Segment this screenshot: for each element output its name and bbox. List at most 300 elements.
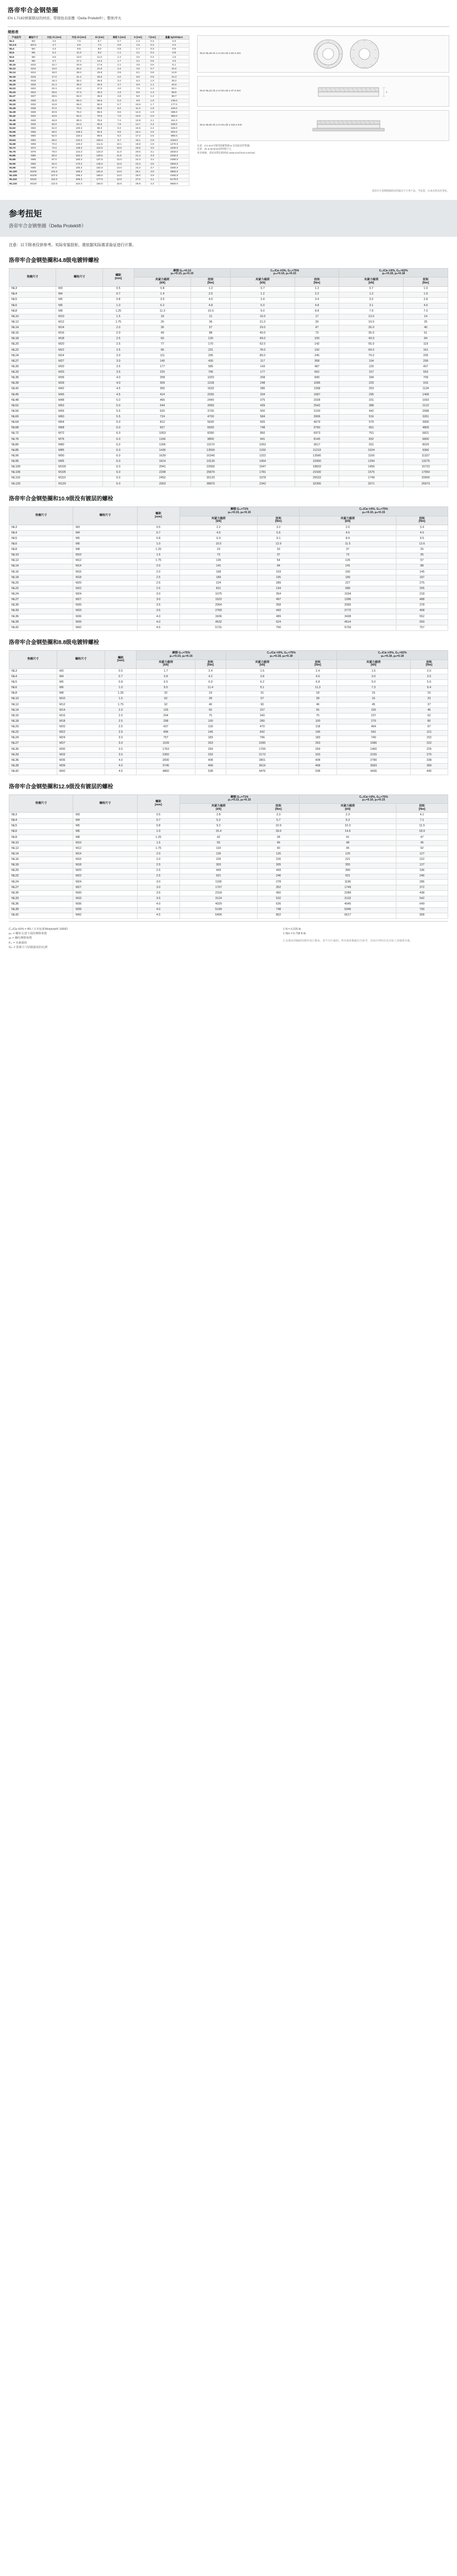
spec-col-3: 外径 d2 [mm] — [67, 35, 91, 39]
torque-cell: 3.2 — [339, 297, 404, 303]
torque-cell: 0.7 — [137, 531, 179, 536]
torque-cell: M8 — [73, 835, 137, 840]
table-row — [8, 115, 189, 118]
torque-cell: NL6 — [9, 542, 73, 547]
torque-cell: M36 — [56, 375, 103, 381]
spec-cell: 28.2 — [159, 79, 189, 83]
torque-cell: 73 — [300, 553, 396, 558]
torque-cell: 4.6 — [191, 297, 231, 303]
torque-cell: 3.5 — [103, 364, 134, 370]
torque-cell: 15 — [410, 691, 448, 696]
table-row — [8, 83, 189, 87]
torque-cell: 8.9 — [300, 536, 396, 542]
torque-cell: 2.5 — [103, 342, 134, 347]
torque-cell: M6 — [56, 303, 103, 308]
spec-cell: 37.6 — [42, 107, 67, 111]
torque-cell: 688 — [300, 586, 396, 592]
spec-cell: 10.7 — [42, 63, 67, 67]
torque-cell: 26.0 — [339, 325, 404, 331]
torque-cell: NL36 — [9, 375, 56, 381]
torque-cell: M10 — [73, 841, 137, 846]
torque-cell: 6.0 — [103, 431, 134, 437]
torque-cell: 407 — [404, 364, 448, 370]
torque-cell: 32 — [137, 691, 195, 696]
torque-cell: 921 — [300, 874, 396, 879]
torque-sub-s1: 夹紧力载荷 [kN] — [179, 804, 258, 813]
spec-cell: 206.3 — [67, 178, 91, 182]
table-row — [9, 674, 448, 680]
torque-cell: M14 — [73, 564, 137, 569]
spec-cell: 3.7 — [145, 166, 159, 170]
torque-cell: 333 — [195, 753, 226, 758]
washer-pair-icon — [307, 38, 390, 70]
torque-cell: 157 — [226, 708, 299, 714]
table-row — [8, 95, 189, 99]
torque-cell: 2.8 — [404, 297, 448, 303]
spec-cell: M10 — [25, 63, 42, 67]
torque-cell: M5 — [73, 824, 137, 829]
table-row — [9, 443, 448, 448]
torque-cell: 299 — [404, 359, 448, 364]
spec-cell: 0.9 — [159, 51, 189, 55]
torque-cell: 189 — [179, 575, 258, 581]
torque-cell: M27 — [56, 359, 103, 364]
document-footer — [0, 922, 457, 958]
spec-cell: 18.8 — [130, 143, 145, 146]
spec-cell: 122.3 — [67, 138, 91, 142]
spec-cell: 3.9 — [130, 63, 145, 67]
spec-cell: 82.0 — [42, 154, 67, 158]
table-row — [8, 87, 189, 91]
torque-cell: 49 — [134, 331, 191, 336]
torque-header-row-1 — [9, 507, 448, 516]
torque-cell: 222 — [396, 857, 448, 863]
torque-cell: M24 — [73, 879, 137, 885]
torque-cell: 79.0 — [339, 353, 404, 359]
torque-cell: 3.8 — [226, 674, 299, 680]
table-row — [9, 896, 448, 902]
torque-cell: 3.0 — [103, 353, 134, 359]
torque-cell: NL16 — [9, 331, 56, 336]
torque-sub-s2: 扭矩 [Nm] — [195, 660, 226, 668]
spec-cell: 17.2 — [130, 134, 145, 138]
torque-cell: 584 — [230, 415, 295, 420]
torque-cell: 4.0 — [137, 620, 179, 625]
table-row — [9, 625, 448, 631]
torque-cell: 4.5 — [137, 625, 179, 631]
torque-cell: 3.5 — [103, 370, 134, 375]
torque-cell: 45 — [337, 702, 410, 707]
table-row — [8, 47, 189, 51]
torque-table — [9, 794, 448, 919]
torque-cell: 1639 — [134, 454, 191, 459]
torque-cell: NL105 — [9, 470, 56, 476]
torque-cell: 15.4 — [179, 829, 258, 835]
spec-cell: 22.3 — [130, 158, 145, 162]
spec-cell: M18 — [25, 79, 42, 83]
table-row — [9, 758, 448, 764]
torque-cell: 25033 — [295, 476, 339, 481]
torque-cell: NL24 — [9, 353, 56, 359]
torque-cell: 1.75 — [103, 320, 134, 325]
torque-cell: 6.8 — [299, 680, 337, 685]
torque-cell: 142 — [295, 342, 339, 347]
table-row — [9, 347, 448, 353]
torque-cell: 487 — [295, 364, 339, 370]
torque-cell: 13580 — [295, 454, 339, 459]
torque-cell: 5.2 — [179, 818, 258, 824]
torque-cell: 177 — [134, 364, 191, 370]
torque-cell: 5630 — [191, 420, 231, 426]
spec-col-0: 产品型号 — [8, 35, 25, 39]
torque-cell: 47 — [396, 835, 448, 840]
spec-cell: 3.2 — [108, 75, 130, 79]
spec-cell: 0.3 — [145, 40, 159, 43]
spec-cell: M20 — [25, 83, 42, 87]
spec-cell: NL14 — [8, 71, 25, 75]
torque-cell: 11.3 — [134, 309, 191, 314]
torque-cell: 1408 — [404, 392, 448, 397]
spec-cell: 6.6 — [108, 111, 130, 115]
torque-cell: M4 — [57, 674, 105, 680]
spec-cell: 19.4 — [42, 79, 67, 83]
torque-cell: 659 — [396, 620, 448, 625]
torque-cell: 1.5 — [103, 314, 134, 320]
table-row — [9, 907, 448, 913]
torque-cell: 246 — [258, 874, 300, 879]
torque-cell: NL27 — [9, 359, 56, 364]
torque-cell: 18.9 — [396, 829, 448, 835]
torque-cell: M45 — [56, 392, 103, 397]
spec-cell: 14.0 — [108, 174, 130, 178]
torque-cell: 1.25 — [137, 835, 179, 840]
spec-cell: 4.3 — [108, 91, 130, 95]
table-row — [9, 415, 448, 420]
torque-sub-s4: 扭矩 [Nm] — [396, 516, 448, 525]
torque-cell: 36 — [134, 325, 191, 331]
torque-cell: 748 — [258, 907, 300, 913]
spec-cell: 9.9 — [130, 99, 145, 102]
spec-cell: 3.4 — [42, 40, 67, 43]
torque-cell: M3 — [73, 525, 137, 530]
torque-cell: 85 — [410, 719, 448, 725]
spec-cell: 1.3 — [130, 40, 145, 43]
torque-cell: 500 — [230, 409, 295, 415]
torque-cell: M36 — [73, 614, 137, 619]
spec-cell: 88.3 — [67, 118, 91, 122]
spec-cell: 74.0 — [42, 146, 67, 150]
torque-cell: 6.0 — [103, 470, 134, 476]
torque-header-row-1 — [9, 651, 448, 660]
torque-cell: 430 — [191, 359, 231, 364]
torque-cell: 269 — [299, 747, 337, 752]
torque-cell: 57 — [191, 325, 231, 331]
torque-cell: 153 — [258, 569, 300, 575]
torque-cell: 0.5 — [105, 669, 136, 674]
spec-cell: 17.1 — [67, 59, 91, 63]
torque-cell: NL6 — [9, 685, 57, 691]
spec-cell: M14 — [25, 71, 42, 75]
torque-cell: 9617 — [295, 443, 339, 448]
spec-cell: NL76 — [8, 150, 25, 154]
spec-cell: 226.0 — [159, 107, 189, 111]
table-row — [9, 714, 448, 719]
torque-cell: 143 — [230, 364, 295, 370]
torque-cell: 57 — [226, 696, 299, 702]
spec-cell: 5.7 — [108, 103, 130, 107]
spec-cell: 34.8 — [42, 103, 67, 107]
spec-cell: 1.0 — [145, 79, 159, 83]
torque-cell: 1.2 — [295, 286, 339, 292]
spec-cell: 4.3 — [145, 182, 159, 186]
torque-cell: 8.8 — [295, 309, 339, 314]
figure2-caption: NL3–NL24 d1 ≥ 3 mm d2 ≤ 47.3 mm — [200, 89, 241, 92]
torque-col-c1: 垫圈尺寸 — [9, 651, 57, 669]
torque-cell: M4 — [73, 531, 137, 536]
torque-cell: NL5 — [9, 680, 57, 685]
torque-cell: 542 — [396, 896, 448, 902]
torque-cell: M20 — [73, 581, 137, 586]
torque-cell: M36 — [57, 758, 105, 764]
torque-cell: 4.1 — [396, 813, 448, 818]
torque-cell: NL14 — [9, 564, 73, 569]
table-row — [9, 813, 448, 818]
torque-cell: M68 — [56, 426, 103, 431]
torque-cell: NL24 — [9, 592, 73, 597]
torque-cell: NL20 — [9, 342, 56, 347]
spec-cell: M110 — [25, 178, 42, 182]
torque-cell: 38870 — [191, 481, 231, 487]
torque-cell: 2.5 — [105, 730, 136, 736]
torque-cell: 746 — [226, 736, 299, 741]
figure-note-1: 注意：d-3 mm可使用锁紧垫圈 & 及双面齿形垫圈。 — [197, 144, 252, 147]
torque-cell: M8 — [56, 309, 103, 314]
torque-cell: NL39 — [9, 764, 57, 769]
spec-cell: 12.5 — [108, 162, 130, 166]
spec-cell: 98.7 — [159, 95, 189, 99]
torque-cell: 11.5 — [396, 824, 448, 829]
spec-cell: 1840.0 — [159, 150, 189, 154]
torque-cell: 126 — [258, 852, 300, 857]
torque-cell: NL100 — [9, 465, 56, 470]
spec-cell: 3.0 — [145, 146, 159, 150]
torque-cell: 1.5 — [137, 841, 179, 846]
torque-cell: 921 — [179, 874, 258, 879]
torque-cell: M8 — [73, 547, 137, 553]
spec-cell: NL85 — [8, 158, 25, 162]
torque-cell: 5.0 — [230, 303, 295, 308]
torque-cell: 75 — [299, 714, 337, 719]
table-row — [9, 325, 448, 331]
torque-cell: NL18 — [9, 863, 73, 868]
torque-cell: M42 — [56, 386, 103, 392]
torque-cell: 9366 — [404, 448, 448, 454]
spec-cell: NL36 — [8, 107, 25, 111]
torque-cell: 6.2 — [226, 680, 299, 685]
table-row — [8, 91, 189, 95]
torque-cell: NL39 — [9, 381, 56, 386]
torque-cell: M18 — [73, 863, 137, 868]
section-title: 洛帝牢合金钢垫圈和4.8级电镀锌螺栓 — [9, 257, 99, 264]
washer-section-icon — [307, 79, 390, 104]
torque-cell: 295 — [339, 392, 404, 397]
torque-cell: 6.0 — [103, 437, 134, 442]
torque-cell: 194 — [258, 586, 300, 592]
spec-cell: M48 — [25, 123, 42, 127]
torque-cell: 1.5 — [226, 669, 299, 674]
spec-cell: NL33 — [8, 103, 25, 107]
torque-cell: 470 — [226, 725, 299, 730]
torque-cell: 538 — [195, 769, 226, 775]
torque-title: 参考扭矩 — [9, 209, 42, 219]
spec-cell: 12.0 — [108, 158, 130, 162]
torque-cell: 92 — [396, 846, 448, 852]
torque-cell: 226 — [258, 857, 300, 863]
spec-cell: 13.0 — [42, 67, 67, 71]
torque-cell: 3.0 — [137, 592, 179, 597]
torque-cell: 2.0 — [137, 852, 179, 857]
table-row — [8, 103, 189, 107]
torque-cell: 4700 — [191, 415, 231, 420]
torque-cell: NL22 — [9, 347, 56, 353]
torque-cell: 3436 — [179, 614, 258, 619]
spec-cell: 112.0 — [42, 178, 67, 182]
spec-cell: 360.0 — [159, 115, 189, 118]
torque-cell: 6.0 — [103, 465, 134, 470]
torque-cell: 258 — [134, 375, 191, 381]
torque-cell: 21500 — [295, 470, 339, 476]
torque-cell: 0.7 — [105, 674, 136, 680]
torque-cell: 358 — [295, 359, 339, 364]
spec-cell: NL10 — [8, 63, 25, 67]
torque-cell: 48 — [300, 841, 396, 846]
spec-cell: 10.4 — [159, 67, 189, 71]
torque-cell: NL30 — [9, 891, 73, 896]
torque-cell: M42 — [73, 625, 137, 631]
torque-cell: 624 — [258, 620, 300, 625]
footer-left-line-3: μₕ = 螺纹摩擦系数 — [9, 936, 32, 940]
torque-cell: 3.5 — [137, 608, 179, 614]
spec-cell: NL27 — [8, 95, 25, 99]
torque-cell: NL33 — [9, 753, 57, 758]
torque-cell: 168 — [179, 569, 258, 575]
torque-cell: 2.2 — [179, 525, 258, 530]
torque-cell: M110 — [56, 476, 103, 481]
table-row — [8, 150, 189, 154]
torque-cell: 3.3 — [258, 813, 300, 818]
torque-cell: 0.5 — [137, 813, 179, 818]
torque-cell: 77 — [134, 342, 191, 347]
spec-cell: 26.6 — [91, 75, 108, 79]
spec-cell: 37.0 — [91, 87, 108, 91]
torque-cell: 4.5 — [137, 913, 179, 918]
spec-cell: 9.0 — [130, 95, 145, 99]
torque-cell: M52 — [56, 404, 103, 409]
table-row — [9, 420, 448, 426]
torque-cell: 275 — [410, 753, 448, 758]
spec-cell: M72 — [25, 146, 42, 150]
figure3-art — [251, 113, 447, 138]
torque-cell: 1436 — [134, 448, 191, 454]
spec-cell: 33.5 — [91, 83, 108, 87]
torque-cell: 1020 — [191, 375, 231, 381]
torque-cell: 2903 — [134, 481, 191, 487]
table-row — [9, 431, 448, 437]
spec-cell: M120 — [25, 182, 42, 186]
table-row — [8, 40, 189, 43]
torque-cell: 9800 — [191, 437, 231, 442]
spec-cell: 2.4 — [108, 67, 130, 71]
spec-cell: M8 — [25, 59, 42, 63]
spec-cell: NL20 — [8, 83, 25, 87]
torque-cell: 29.0 — [230, 325, 295, 331]
torque-cell: M30 — [73, 891, 137, 896]
torque-cell: 117 — [230, 359, 295, 364]
spec-cell: 23.4 — [42, 87, 67, 91]
table-row — [9, 375, 448, 381]
spec-cell: 3.4 — [145, 158, 159, 162]
torque-cell: 1109 — [137, 741, 195, 747]
torque-sub-s3: 夹紧力载荷 [kN] — [300, 516, 396, 525]
table-row — [8, 99, 189, 102]
table-row — [9, 852, 448, 857]
spec-cell: 3.4 — [108, 79, 130, 83]
torque-cell: NL24 — [9, 879, 73, 885]
spec-cell: 8.0 — [130, 91, 145, 95]
spec-cell: M22 — [25, 87, 42, 91]
torque-cell: 45 — [396, 841, 448, 846]
torque-cell: 4679 — [295, 420, 339, 426]
torque-cell: 2.5 — [137, 575, 179, 581]
table-row — [9, 286, 448, 292]
spec-cell: M60 — [25, 134, 42, 138]
torque-cell: 104 — [339, 359, 404, 364]
torque-cell: 661 — [339, 426, 404, 431]
spec-cell: NL56 — [8, 130, 25, 134]
spec-cell: 2.0 — [145, 115, 159, 118]
torque-cell: 4.0 — [103, 375, 134, 381]
torque-cell: 6.0 — [103, 481, 134, 487]
torque-cell: 205 — [396, 586, 448, 592]
spec-cell: 20.9 — [67, 63, 91, 67]
torque-cell: 226 — [179, 857, 258, 863]
torque-cell: M42 — [57, 769, 105, 775]
torque-cell: 6.0 — [103, 420, 134, 426]
torque-cell: NL85 — [9, 448, 56, 454]
torque-cell: 54 — [258, 558, 300, 564]
spec-cell: 94.3 — [67, 123, 91, 127]
torque-cell: 620 — [134, 409, 191, 415]
table-row — [9, 902, 448, 907]
torque-cell: NL33 — [9, 608, 73, 614]
spec-cell: 28.5 — [42, 95, 67, 99]
torque-col-c2: 螺栓尺寸 — [57, 651, 105, 669]
torque-cell: M12 — [56, 320, 103, 325]
torque-cell: NL18 — [9, 719, 57, 725]
torque-cell: 2.5 — [191, 292, 231, 297]
footer-left-line-1: Cₘ/Cв ℗0% = BS / 日本标准Molykote® 1000D — [9, 927, 68, 931]
torque-cell: M39 — [57, 764, 105, 769]
torque-cell: M76 — [56, 437, 103, 442]
torque-cell: M16 — [56, 331, 103, 336]
spec-cell: 35.2 — [67, 79, 91, 83]
spec-cell: M3.5 — [25, 43, 42, 47]
spec-cell: 116.3 — [67, 134, 91, 138]
table-row — [9, 470, 448, 476]
torque-cell: 4860 — [137, 769, 195, 775]
figure-washer-section — [197, 76, 449, 107]
spec-cell: 2.8 — [108, 71, 130, 75]
